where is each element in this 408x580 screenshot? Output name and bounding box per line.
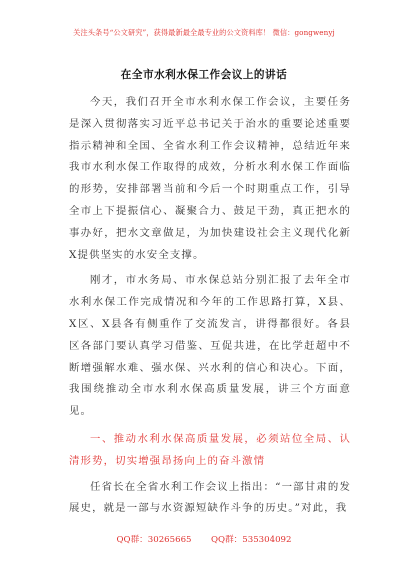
document-title: 在全市水利水保工作会议上的讲话 xyxy=(120,69,288,81)
header-promo-note: 关注头条号“公文研究”，获得最新最全最专业的公文资料库！ 微信：gongwenyj xyxy=(73,28,335,37)
footer-contacts xyxy=(0,533,408,545)
section-heading-one: 一、推动水利水保高质量发展，必须站位全局、认清形势，切实增强昂扬向上的奋斗激情 xyxy=(69,432,351,467)
paragraph-quote: 任省长在全省水利工作会议上指出：“一部甘肃的发展史，就是一部与水资源短缺作斗争的历史。”对此，我 xyxy=(69,480,351,515)
paragraph-intro: 今天，我们召开全市水利水保工作会议，主要任务是深入贯彻落实习近平总书记关于治水的重要论述重要指示精神和全国、全省水利工作会议精神，总结近年来我市水利水保工作取得的成效，分析水利水保工作面临的形势，安排部署当前和今后一个时期重点工作，引导全市上下提振信心、凝聚合力、鼓足干劲，真正把水的事办好，把水文章做足，为加快建设社会主义现代化新X提供坚实的水安全支撑。 xyxy=(69,96,351,261)
document-body xyxy=(69,92,351,520)
paragraph-reports: 刚才，市水务局、市水保总站分别汇报了去年全市水利水保工作完成情况和今年的工作思路打算，X县、X区、X县各有侧重作了交流发言，讲得都很好。各县区各部门要认真学习借鉴、互促共进，在比学赶超中不断增强解水难、强水保、兴水利的信心和决心。下面，我围绕推动全市水利水保高质量发展，讲三个方面意见。 xyxy=(69,274,351,418)
footer-qq-group-1: QQ群：30265665 xyxy=(116,535,192,545)
footer-qq-group-2: QQ群：535304092 xyxy=(211,535,292,545)
